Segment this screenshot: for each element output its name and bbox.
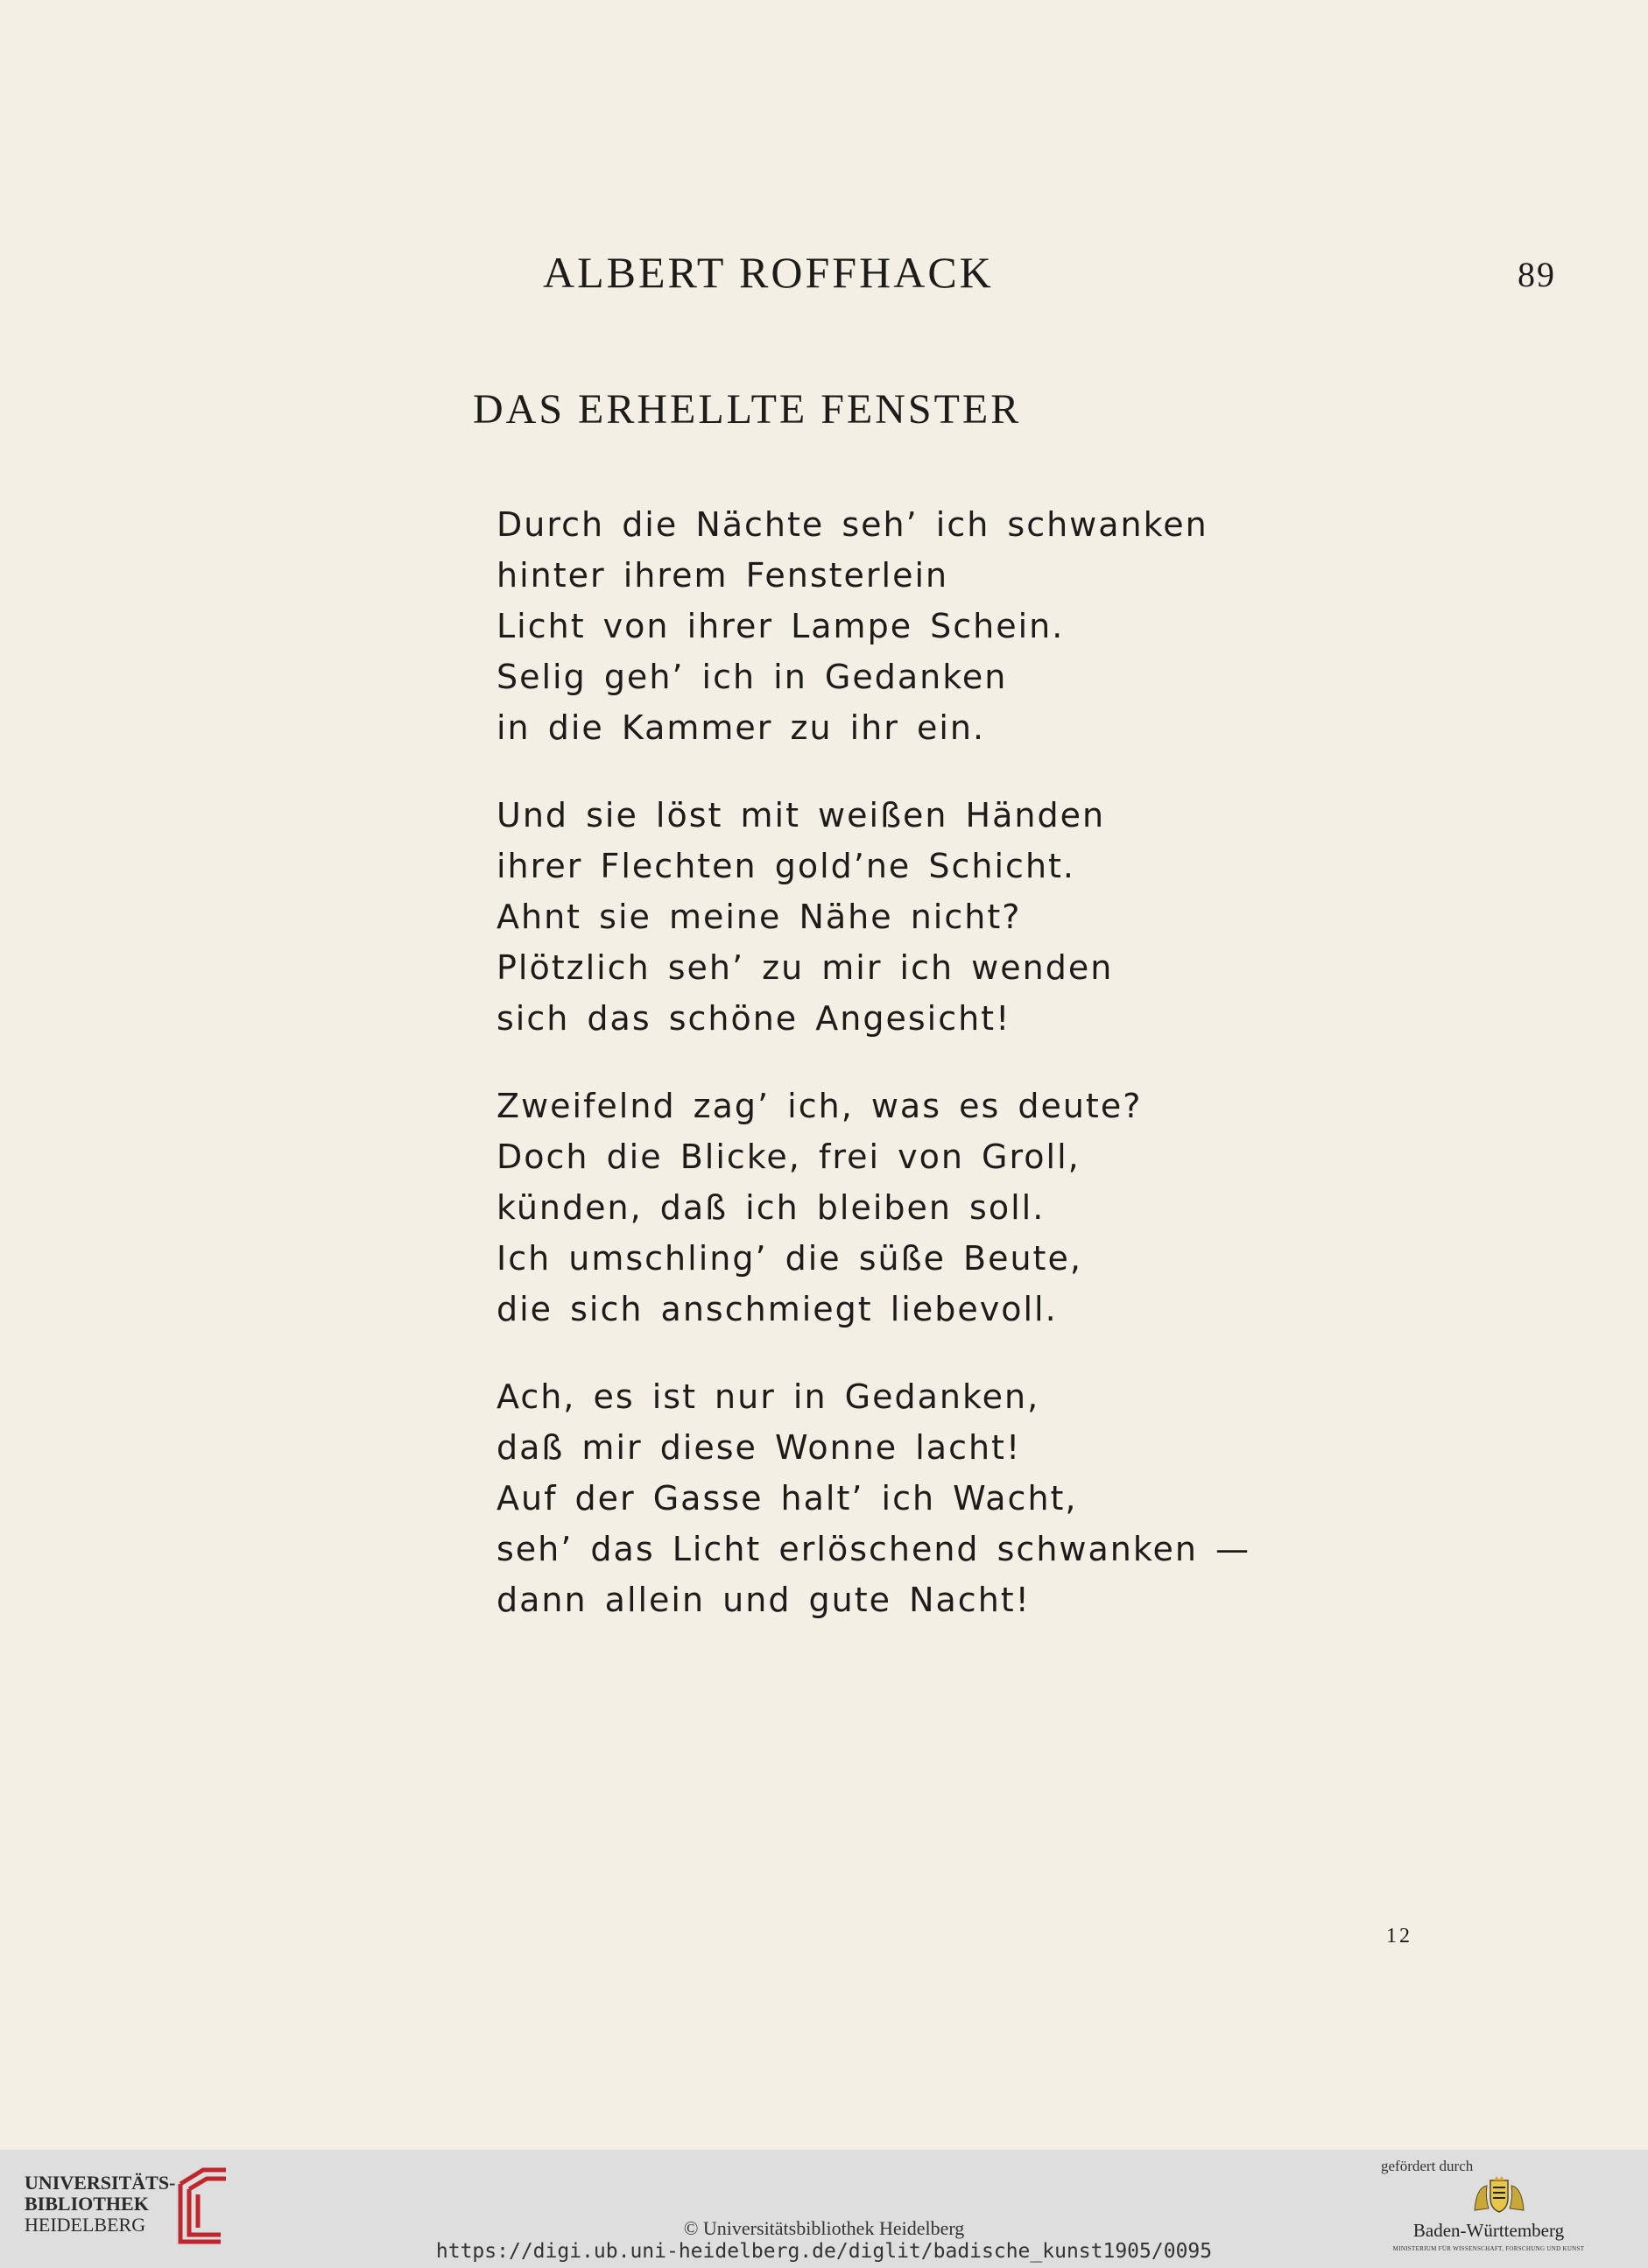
page-number: 89 (1518, 255, 1556, 294)
stanza-4 (497, 1371, 1547, 1625)
poem-line: Ahnt sie meine Nähe nicht? (497, 898, 1022, 936)
poem-line: in die Kammer zu ihr ein. (497, 708, 986, 747)
poem-line: Plötzlich seh’ zu mir ich wenden (497, 948, 1114, 987)
signature-mark: 12 (1386, 1925, 1412, 1948)
poem-line: Doch die Blicke, frei von Groll, (497, 1138, 1081, 1176)
poem-line: Ach, es ist nur in Gedanken, (497, 1377, 1040, 1416)
library-name-line: UNIVERSITÄTS- (25, 2172, 176, 2194)
stanza-1 (497, 499, 1547, 753)
poem-line: ihrer Flechten gold’ne Schicht. (497, 847, 1076, 885)
poem-line: hinter ihrem Fensterlein (497, 556, 949, 595)
coat-of-arms-icon (1468, 2175, 1531, 2215)
poem-line: Ich umschling’ die süße Beute, (497, 1239, 1082, 1278)
poem-line: sich das schöne Angesicht! (497, 999, 1011, 1038)
library-name-line: HEIDELBERG (25, 2214, 146, 2236)
copyright-notice: © Universitätsbibliothek Heidelberg (683, 2217, 965, 2239)
poem-body (497, 499, 1547, 1662)
sponsor-name[interactable]: Baden-Württemberg (1412, 2220, 1565, 2241)
running-head-author: ALBERT ROFFHACK (543, 248, 994, 297)
poem-line: die sich anschmiegt liebevoll. (497, 1290, 1058, 1328)
library-name-line: BIBLIOTHEK (25, 2193, 149, 2215)
stanza-3 (497, 1081, 1547, 1335)
stanza-2 (497, 790, 1547, 1044)
poem-line: Selig geh’ ich in Gedanken (497, 658, 1008, 696)
poem-line: Durch die Nächte seh’ ich schwanken (497, 505, 1208, 544)
poem-line: daß mir diese Wonne lacht! (497, 1428, 1022, 1467)
sponsor-ministry: MINISTERIUM FÜR WISSENSCHAFT, FORSCHUNG UND KUNST (1392, 2245, 1585, 2252)
poem-line: seh’ das Licht erlöschend schwanken — (497, 1530, 1251, 1568)
poem-line: Licht von ihrer Lampe Schein. (497, 607, 1065, 645)
poem-line: Und sie löst mit weißen Händen (497, 796, 1106, 835)
sponsor-label: gefördert durch (1381, 2158, 1474, 2174)
poem-line: Auf der Gasse halt’ ich Wacht, (497, 1479, 1078, 1518)
permalink-url[interactable]: https://digi.ub.uni-heidelberg.de/diglit/badische_kunst1905/0095 (435, 2240, 1213, 2263)
poem-line: Zweifelnd zag’ ich, was es deute? (497, 1087, 1143, 1125)
poem-title: DAS ERHELLTE FENSTER (473, 386, 1022, 433)
poem-line: künden, daß ich bleiben soll. (497, 1188, 1046, 1227)
poem-line: dann allein und gute Nacht! (497, 1581, 1031, 1619)
